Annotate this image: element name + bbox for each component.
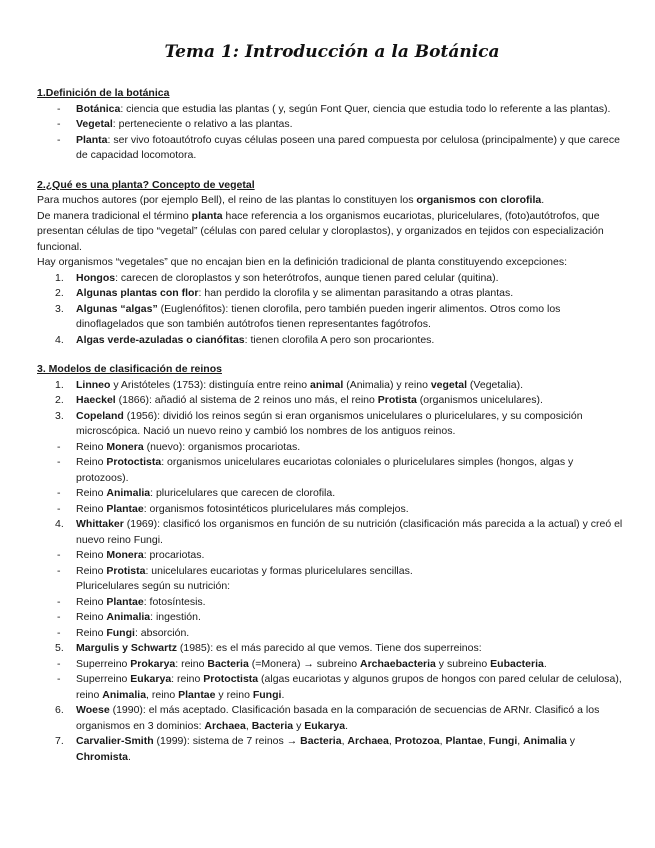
list-item: 2. Algunas plantas con flor: han perdido la clorofila y se alimentan parasitando a otras plantas.	[55, 287, 514, 299]
list-item: - Planta: ser vivo fotoautótrofo cuyas células poseen una pared compuesta por celulosa (principalmente) y que carece de capacidad locomotora.	[57, 133, 620, 161]
list-item: - Reino Plantae: organismos fotosintéticos pluricelulares más complejos.	[57, 502, 409, 515]
list-item: 3. Algunas “algas” (Euglenófitos): tienen clorofila, pero también pueden ingerir alimentos. Otros como los dinoflagelados que son también autótrofos tienen representantes fagótrofos.	[55, 302, 561, 330]
paragraph: Hay organismos “vegetales” que no encajan bien en la definición tradicional de planta constituyendo excepciones:	[37, 256, 568, 268]
list-item: 4. Whittaker (1969): clasificó los organismos en función de su nutrición (clasificación más parecida a la actual) y creó el nuevo reino Fungi.	[55, 518, 623, 546]
list-item: - Vegetal: perteneciente o relativo a las plantas.	[57, 118, 293, 130]
models-list	[37, 378, 627, 766]
list-item: 1. Linneo y Aristóteles (1753): distinguía entre reino animal (Animalia) y reino vegetal (Vegetalia).	[55, 378, 524, 391]
list-item: - Reino Fungi: absorción.	[57, 626, 190, 639]
exceptions-list	[37, 271, 627, 349]
section-classification-models	[37, 362, 627, 765]
list-item: 7. Carvalier-Smith (1999): sistema de 7 reinos → Bacteria, Archaea, Protozoa, Plantae, Fungi, Animalia y Chromista.	[55, 735, 576, 763]
list-item: 3. Copeland (1956): dividió los reinos según si eran organismos unicelulares o pluricelulares, y su composición microscópica. Nació un nuevo reino y cambió los nombres de los antiguos reinos.	[55, 409, 583, 437]
list-item: - Botánica: ciencia que estudia las plantas ( y, según Font Quer, ciencia que estudia todo lo referente a las plantas).	[57, 102, 611, 115]
list-item: 2. Haeckel (1866): añadió al sistema de 2 reinos uno más, el reino Protista (organismos unicelulares).	[55, 394, 543, 406]
list-item: - Reino Animalia: pluricelulares que carecen de clorofila.	[57, 487, 336, 499]
list-item: - Superreino Eukarya: reino Protoctista (algas eucariotas y algunos grupos de hongos con pared celular de celulosa), reino Animalia, reino Plantae y reino Fungi.	[57, 673, 622, 701]
section-definition	[37, 86, 627, 164]
list-item: - Reino Monera (nuevo): organismos procariotas.	[57, 440, 301, 453]
list-item: - Reino Animalia: ingestión.	[57, 611, 201, 623]
section-heading: 2.¿Qué es una planta? Concepto de vegetal	[37, 178, 255, 191]
section-plant-concept	[37, 178, 627, 349]
definition-list	[37, 102, 627, 164]
list-item: 4. Algas verde-azuladas o cianófitas: tienen clorofila A pero son procariontes.	[55, 333, 435, 346]
list-item: 5. Margulis y Schwartz (1985): es el más parecido al que vemos. Tiene dos superreinos:	[55, 642, 482, 654]
list-item: - Reino Protoctista: organismos unicelulares eucariotas coloniales o pluricelulares simples (hongos, algas y protozoos).	[57, 456, 574, 484]
list-item: - Reino Monera: procariotas.	[57, 549, 205, 561]
paragraph: Para muchos autores (por ejemplo Bell), el reino de las plantas lo constituyen los organismos con clorofila.	[37, 194, 545, 206]
list-subheading: Pluricelulares según su nutrición:	[76, 580, 231, 592]
list-item: - Reino Plantae: fotosíntesis.	[57, 595, 206, 608]
list-item: 6. Woese (1990): el más aceptado. Clasificación basada en la comparación de secuencias de ARNr. Clasificó a los organismos en 3 dominios: Archaea, Bacteria y Eukarya.	[55, 704, 600, 732]
section-heading: 3. Modelos de clasificación de reinos	[37, 363, 222, 375]
section-heading: 1.Definición de la botánica	[37, 87, 170, 99]
list-item: - Reino Protista: unicelulares eucariotas y formas pluricelulares sencillas.	[57, 564, 413, 577]
list-item: 1. Hongos: carecen de cloroplastos y son heterótrofos, aunque tienen pared celular (quitina).	[55, 271, 499, 284]
paragraph: De manera tradicional el término planta hace referencia a los organismos eucariotas, pluricelulares, (foto)autótrofos, que presentan células de tipo “vegetal” (células con pared celular y cloroplastos), y organizados en tejidos con especialización funcional.	[37, 209, 604, 253]
page-title: Tema 1: Introducción a la Botánica	[164, 42, 500, 62]
list-item: - Superreino Prokarya: reino Bacteria (=Monera) → subreino Archaebacteria y subreino Eubacteria.	[57, 657, 547, 670]
